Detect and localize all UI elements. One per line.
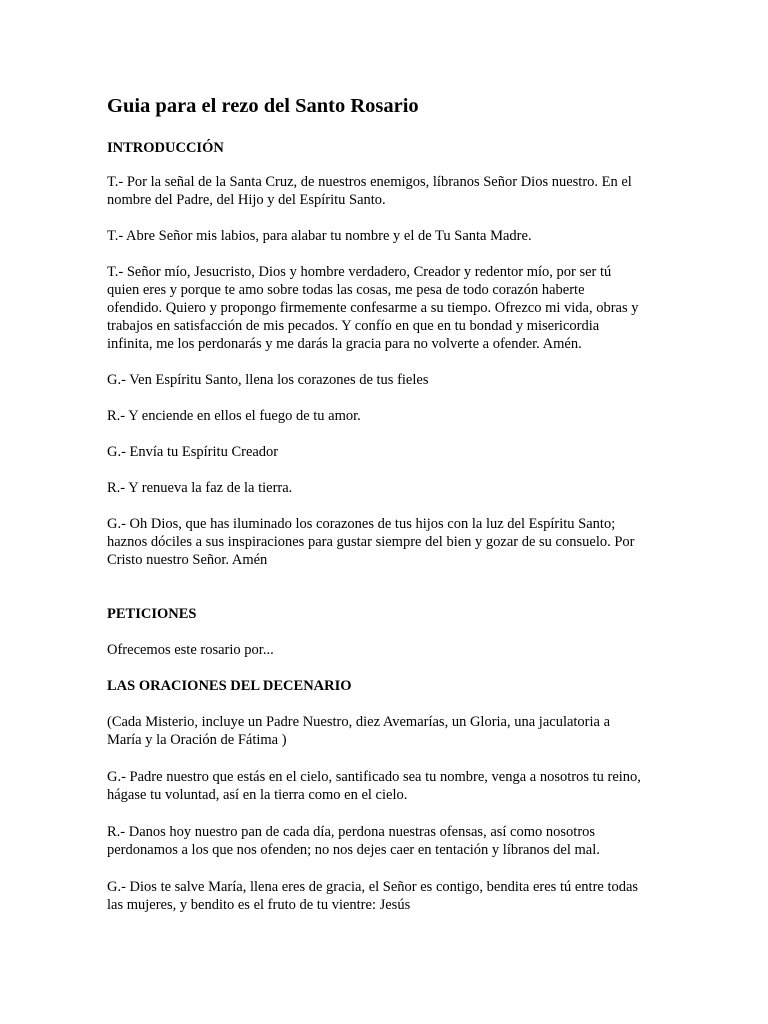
paragraph-oh-dios: G.- Oh Dios, que has iluminado los corazones de tus hijos con la luz del Espíritu Santo; haznos dóciles a sus inspiraciones para gustar siempre del bien y gozar de su consuelo. Por Cristo nuestro Señor. Amén (107, 516, 635, 568)
section-heading-peticiones: PETICIONES (107, 606, 197, 622)
paragraph-danos-hoy: R.- Danos hoy nuestro pan de cada día, perdona nuestras ofensas, así como nosotros perdonamos a los que nos ofenden; no nos dejes caer en tentación y líbranos del mal. (107, 824, 600, 858)
paragraph-acto-contricion: T.- Señor mío, Jesucristo, Dios y hombre verdadero, Creador y redentor mío, por ser tú quien eres y porque te amo sobre todas las cosas, me pesa de todo corazón haberte ofendido. Quiero y propongo firmemente confesarme a su tiempo. Ofrezco mi vida, obras y trabajos en satisfacción de mis pecados. Y confío en que en tu bondad y misericordia infinita, me los perdonarás y me darás la gracia para no volverte a ofender. Amén. (107, 264, 639, 352)
document-title: Guia para el rezo del Santo Rosario (107, 95, 419, 117)
section-heading-introduccion: INTRODUCCIÓN (107, 140, 224, 156)
paragraph-envia: G.- Envía tu Espíritu Creador (107, 444, 279, 460)
paragraph-ofrecemos: Ofrecemos este rosario por... (107, 642, 274, 658)
paragraph-cada-misterio: (Cada Misterio, incluye un Padre Nuestro, diez Avemarías, un Gloria, una jaculatoria a María y la Oración de Fátima ) (107, 714, 611, 748)
paragraph-enciende: R.- Y enciende en ellos el fuego de tu amor. (107, 408, 361, 424)
paragraph-padre-nuestro: G.- Padre nuestro que estás en el cielo, santificado sea tu nombre, venga a nosotros tu reino, hágase tu voluntad, así en la tierra como en el cielo. (107, 769, 641, 803)
section-heading-decenario: LAS ORACIONES DEL DECENARIO (107, 678, 352, 694)
paragraph-ave-maria: G.- Dios te salve María, llena eres de gracia, el Señor es contigo, bendita eres tú entre todas las mujeres, y bendito es el fruto de tu vientre: Jesús (107, 879, 639, 913)
paragraph-ven-espiritu: G.- Ven Espíritu Santo, llena los corazones de tus fieles (107, 372, 429, 388)
paragraph-renueva: R.- Y renueva la faz de la tierra. (107, 480, 293, 496)
paragraph-abre-senor: T.- Abre Señor mis labios, para alabar tu nombre y el de Tu Santa Madre. (107, 228, 532, 244)
document-page (107, 92, 667, 914)
paragraph-senal-cruz: T.- Por la señal de la Santa Cruz, de nuestros enemigos, líbranos Señor Dios nuestro. En el nombre del Padre, del Hijo y del Espíritu Santo. (107, 174, 632, 208)
